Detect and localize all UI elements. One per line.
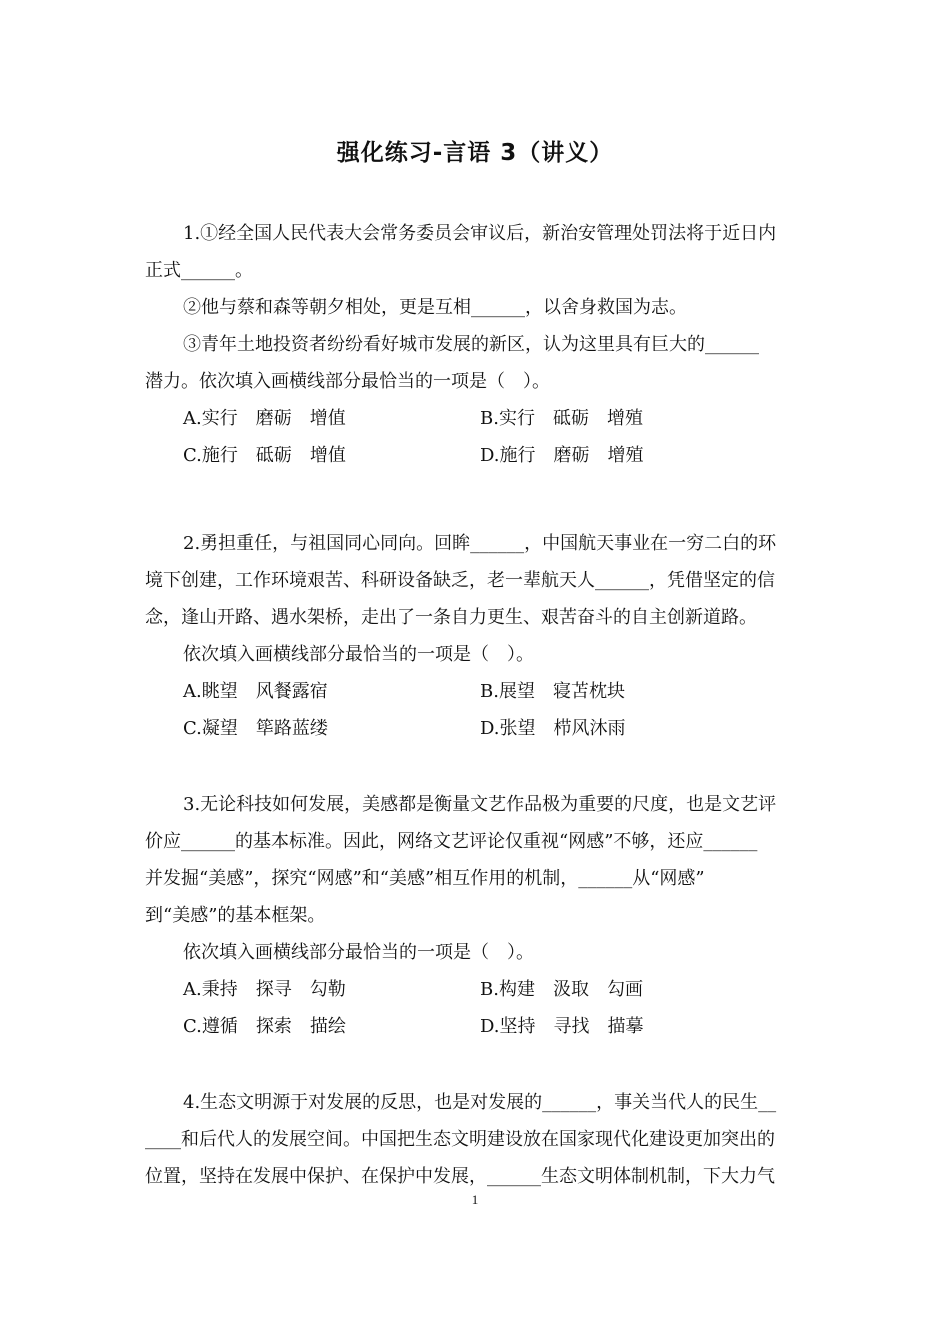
page-number: 1: [471, 1192, 479, 1207]
option-d: D.施行 磨砺 增殖: [480, 445, 644, 466]
option-c: C.施行 砥砺 增值: [183, 445, 346, 466]
question-text-line: 4.生态文明源于对发展的反思，也是对发展的______，事关当代人的民生__: [183, 1092, 777, 1113]
question-text-line: 并发掘“美感”，探究“网感”和“美感”相互作用的机制，______从“网感”: [145, 868, 705, 889]
options-row: [145, 673, 809, 710]
option-a: A.秉持 探寻 勾勒: [183, 979, 346, 1000]
options-row: [145, 437, 809, 474]
question-text-line: 位置，坚持在发展中保护、在保护中发展，______生态文明体制机制，下大力气: [145, 1166, 775, 1187]
question-4: [145, 1084, 809, 1195]
options-row: [145, 710, 809, 747]
question-text-line: 3.无论科技如何发展，美感都是衡量文艺作品极为重要的尺度，也是文艺评: [183, 794, 777, 815]
options-row: [145, 971, 809, 1008]
question-2: [145, 525, 809, 747]
option-b: B.实行 砥砺 增殖: [480, 408, 643, 429]
option-a: A.实行 磨砺 增值: [183, 408, 346, 429]
question-text-line: 正式______。: [145, 260, 253, 281]
question-text-line: ②他与蔡和森等朝夕相处，更是互相______，以舍身救国为志。: [183, 297, 687, 318]
question-text-line: 潜力。依次填入画横线部分最恰当的一项是（ ）。: [145, 371, 550, 392]
question-text-line: 境下创建，工作环境艰苦、科研设备缺乏，老一辈航天人______，凭借坚定的信: [145, 570, 775, 591]
question-text-line: 依次填入画横线部分最恰当的一项是（ ）。: [183, 644, 534, 665]
option-d: D.坚持 寻找 描摹: [480, 1016, 644, 1037]
option-b: B.展望 寝苫枕块: [480, 681, 625, 702]
option-c: C.凝望 筚路蓝缕: [183, 718, 328, 739]
option-a: A.眺望 风餐露宿: [183, 681, 328, 702]
option-b: B.构建 汲取 勾画: [480, 979, 643, 1000]
option-d: D.张望 栉风沐雨: [480, 718, 626, 739]
options-row: [145, 400, 809, 437]
question-text-line: ____和后代人的发展空间。中国把生态文明建设放在国家现代化建设更加突出的: [145, 1129, 775, 1150]
option-c: C.遵循 探索 描绘: [183, 1016, 346, 1037]
question-3: [145, 786, 809, 1045]
question-text-line: 依次填入画横线部分最恰当的一项是（ ）。: [183, 942, 534, 963]
question-text-line: 价应______的基本标准。因此，网络文艺评论仅重视“网感”不够，还应______: [145, 831, 758, 852]
question-1: [145, 215, 809, 474]
question-text-line: 2.勇担重任，与祖国同心同向。回眸______，中国航天事业在一穷二白的环: [183, 533, 777, 554]
options-row: [145, 1008, 809, 1045]
question-text-line: 到“美感”的基本框架。: [145, 905, 326, 926]
question-text-line: 1.①经全国人民代表大会常务委员会审议后，新治安管理处罚法将于近日内: [183, 223, 777, 244]
question-text-line: 念，逢山开路、遇水架桥，走出了一条自力更生、艰苦奋斗的自主创新道路。: [145, 607, 757, 628]
question-text-line: ③青年土地投资者纷纷看好城市发展的新区，认为这里具有巨大的______: [183, 334, 759, 355]
page-title: 强化练习-言语 3（讲义）: [336, 140, 614, 166]
